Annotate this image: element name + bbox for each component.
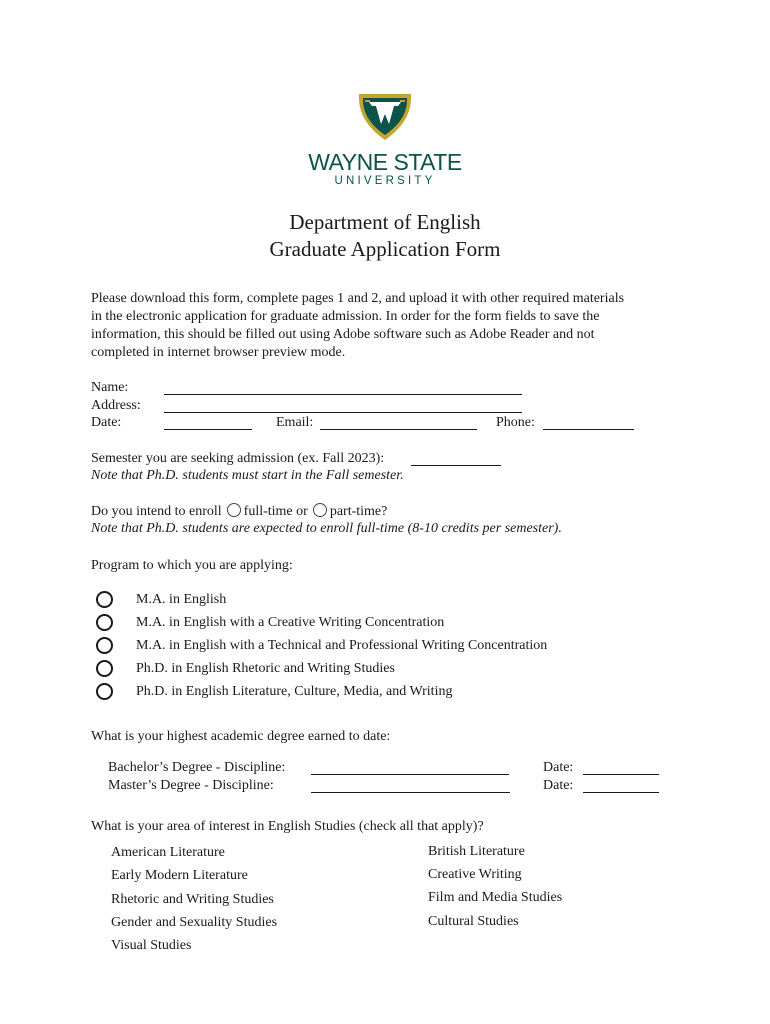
master-discipline-field[interactable] xyxy=(311,778,510,793)
program-option-ma: M.A. in English xyxy=(136,592,227,607)
program-radio-ma[interactable] xyxy=(96,591,113,608)
program-radio-phd-rhetoric[interactable] xyxy=(96,660,113,677)
bachelor-date-label: Date: xyxy=(543,760,574,775)
address-label: Address: xyxy=(91,398,141,413)
title-line-2: Graduate Application Form xyxy=(269,237,501,261)
interest-british-literature[interactable]: British Literature xyxy=(428,844,525,859)
date-field[interactable] xyxy=(164,415,252,430)
intro-line: information, this should be filled out using Adobe software such as Adobe Reader and not xyxy=(91,327,595,342)
interest-question: What is your area of interest in English Studies (check all that apply)? xyxy=(91,819,484,834)
bachelor-label: Bachelor’s Degree - Discipline: xyxy=(108,760,286,775)
intro-paragraph xyxy=(91,290,731,362)
enroll-note: Note that Ph.D. students are expected to enroll full-time (8-10 credits per semester). xyxy=(91,521,562,536)
name-label: Name: xyxy=(91,380,129,395)
name-field[interactable] xyxy=(164,380,522,395)
program-option-ma-technical: M.A. in English with a Technical and Professional Writing Concentration xyxy=(136,638,548,653)
full-time-label: full-time or xyxy=(243,504,308,519)
program-question: Program to which you are applying: xyxy=(91,558,293,573)
bachelor-discipline-field[interactable] xyxy=(311,760,509,775)
program-option-phd-rhetoric: Ph.D. in English Rhetoric and Writing Studies xyxy=(136,661,395,676)
master-label: Master’s Degree - Discipline: xyxy=(108,778,274,793)
page-title xyxy=(0,209,770,263)
phone-label: Phone: xyxy=(496,415,535,430)
logo-wordmark-secondary: UNIVERSITY xyxy=(334,175,436,187)
interest-american-literature[interactable]: American Literature xyxy=(111,845,225,860)
interest-cultural-studies[interactable]: Cultural Studies xyxy=(428,914,519,929)
address-field[interactable] xyxy=(164,398,522,413)
full-time-radio[interactable] xyxy=(227,503,241,517)
shield-w-icon xyxy=(358,92,412,142)
date-label: Date: xyxy=(91,415,122,430)
interest-early-modern-literature[interactable]: Early Modern Literature xyxy=(111,868,248,883)
semester-label: Semester you are seeking admission (ex. Fall 2023): xyxy=(91,451,385,466)
part-time-radio[interactable] xyxy=(313,503,327,517)
email-field[interactable] xyxy=(320,415,477,430)
title-line-1: Department of English xyxy=(289,210,481,234)
enroll-question xyxy=(91,503,387,521)
interest-gender-sexuality[interactable]: Gender and Sexuality Studies xyxy=(111,915,278,930)
program-option-phd-literature: Ph.D. in English Literature, Culture, Media, and Writing xyxy=(136,684,453,699)
university-logo xyxy=(0,92,770,188)
enroll-prefix: Do you intend to enroll xyxy=(91,504,222,519)
email-label: Email: xyxy=(276,415,314,430)
phone-field[interactable] xyxy=(543,415,634,430)
part-time-label: part-time? xyxy=(329,504,388,519)
bachelor-date-field[interactable] xyxy=(583,760,659,775)
interest-rhetoric-writing[interactable]: Rhetoric and Writing Studies xyxy=(111,892,274,907)
interest-visual-studies[interactable]: Visual Studies xyxy=(111,938,192,953)
master-date-label: Date: xyxy=(543,778,574,793)
intro-line: completed in internet browser preview mode. xyxy=(91,345,346,360)
interest-creative-writing[interactable]: Creative Writing xyxy=(428,867,522,882)
semester-field[interactable] xyxy=(411,451,501,466)
semester-note: Note that Ph.D. students must start in the Fall semester. xyxy=(91,468,404,483)
intro-line: in the electronic application for graduate admission. In order for the form fields to save the xyxy=(91,309,600,324)
program-radio-phd-literature[interactable] xyxy=(96,683,113,700)
degree-question: What is your highest academic degree earned to date: xyxy=(91,729,391,744)
program-option-ma-creative: M.A. in English with a Creative Writing Concentration xyxy=(136,615,445,630)
logo-wordmark-primary: WAYNE STATE xyxy=(308,149,462,175)
interest-film-media[interactable]: Film and Media Studies xyxy=(428,890,563,905)
master-date-field[interactable] xyxy=(583,778,659,793)
intro-line: Please download this form, complete pages 1 and 2, and upload it with other required materials xyxy=(91,291,625,306)
program-radio-ma-technical[interactable] xyxy=(96,637,113,654)
program-radio-ma-creative[interactable] xyxy=(96,614,113,631)
